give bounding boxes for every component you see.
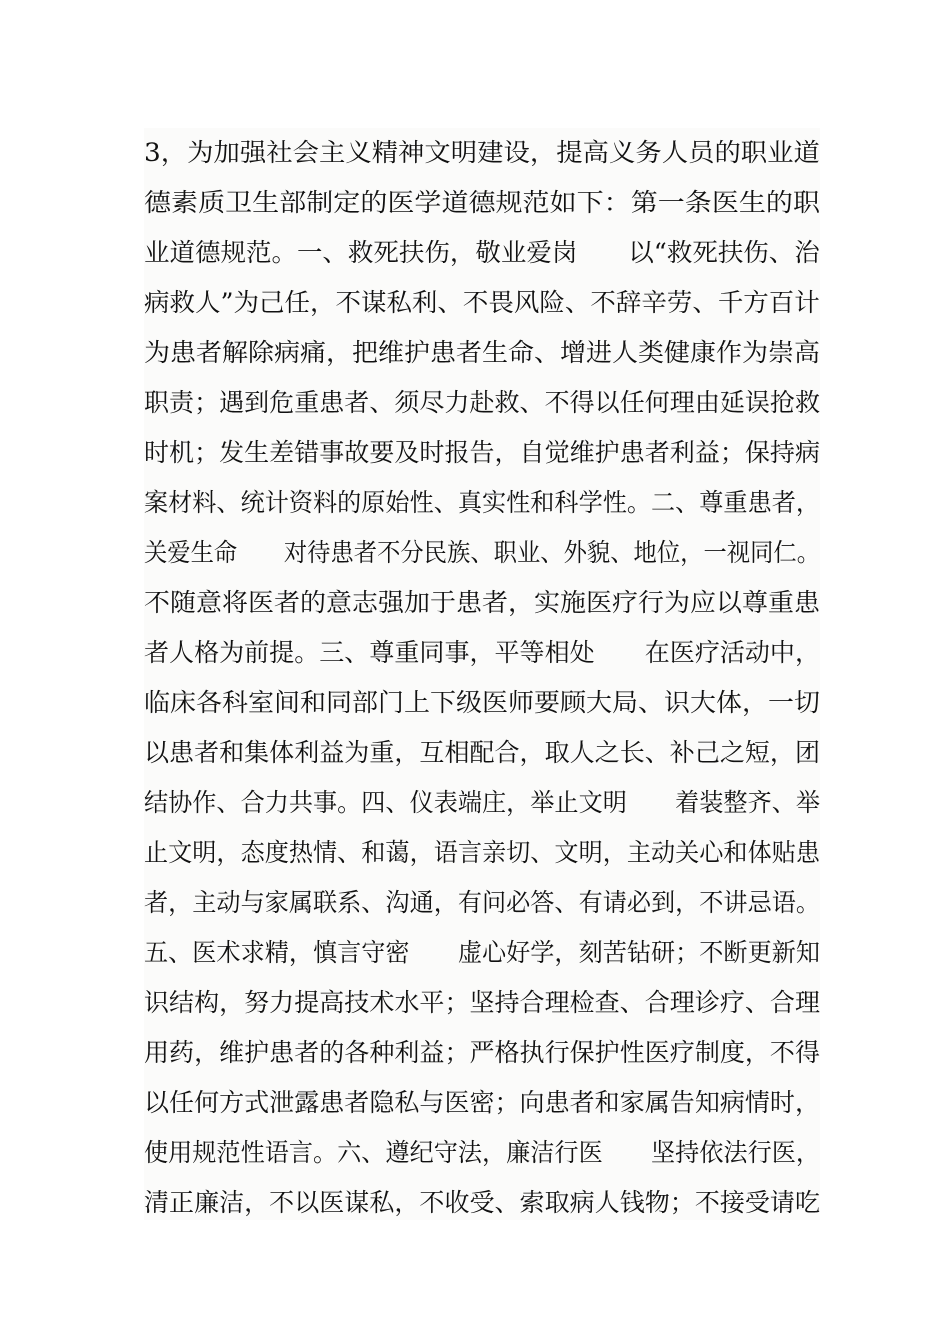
text-line: 关爱生命 对待患者不分民族、职业、外貌、地位，一视同仁。 — [144, 538, 821, 567]
text-line: 止文明，态度热情、和蔼，语言亲切、文明，主动关心和体贴患 — [144, 838, 821, 867]
text-line: 用药，维护患者的各种利益；严格执行保护性医疗制度，不得 — [144, 1038, 821, 1067]
text-line: 不随意将医者的意志强加于患者，实施医疗行为应以尊重患 — [144, 588, 821, 617]
text-line: 德素质卫生部制定的医学道德规范如下：第一条医生的职 — [144, 188, 821, 217]
text-line: 业道德规范。一、救死扶伤，敬业爱岗 以“救死扶伤、治 — [144, 238, 820, 267]
document-body — [144, 128, 820, 1220]
text-line: 时机；发生差错事故要及时报告，自觉维护患者利益；保持病 — [144, 438, 821, 467]
text-line: 以患者和集体利益为重，互相配合，取人之长、补己之短，团 — [144, 738, 821, 767]
text-line: 识结构，努力提高技术水平；坚持合理检查、合理诊疗、合理 — [144, 988, 821, 1017]
text-line: 为患者解除病痛，把维护患者生命、增进人类健康作为崇高 — [144, 338, 821, 367]
text-line: 使用规范性语言。六、遵纪守法，廉洁行医 坚持依法行医， — [144, 1138, 821, 1167]
text-line: 结协作、合力共事。四、仪表端庄，举止文明 着装整齐、举 — [144, 788, 821, 817]
text-line: 3，为加强社会主义精神文明建设，提高义务人员的职业道 — [144, 138, 820, 167]
text-line: 五、医术求精，慎言守密 虚心好学，刻苦钻研；不断更新知 — [144, 938, 821, 967]
text-line: 病救人”为己任，不谋私利、不畏风险、不辞辛劳、千方百计 — [144, 288, 820, 317]
text-line: 以任何方式泄露患者隐私与医密；向患者和家属告知病情时， — [144, 1088, 821, 1117]
text-line: 案材料、统计资料的原始性、真实性和科学性。二、尊重患者， — [144, 488, 821, 517]
text-line: 者，主动与家属联系、沟通，有问必答、有请必到，不讲忌语。 — [144, 888, 821, 917]
text-line: 临床各科室间和同部门上下级医师要顾大局、识大体，一切 — [144, 688, 821, 717]
text-line: 清正廉洁，不以医谋私，不收受、索取病人钱物；不接受请吃 — [144, 1188, 821, 1217]
text-line: 者人格为前提。三、尊重同事，平等相处 在医疗活动中， — [144, 638, 821, 667]
text-line: 职责；遇到危重患者、须尽力赴救、不得以任何理由延误抢救 — [144, 388, 821, 417]
